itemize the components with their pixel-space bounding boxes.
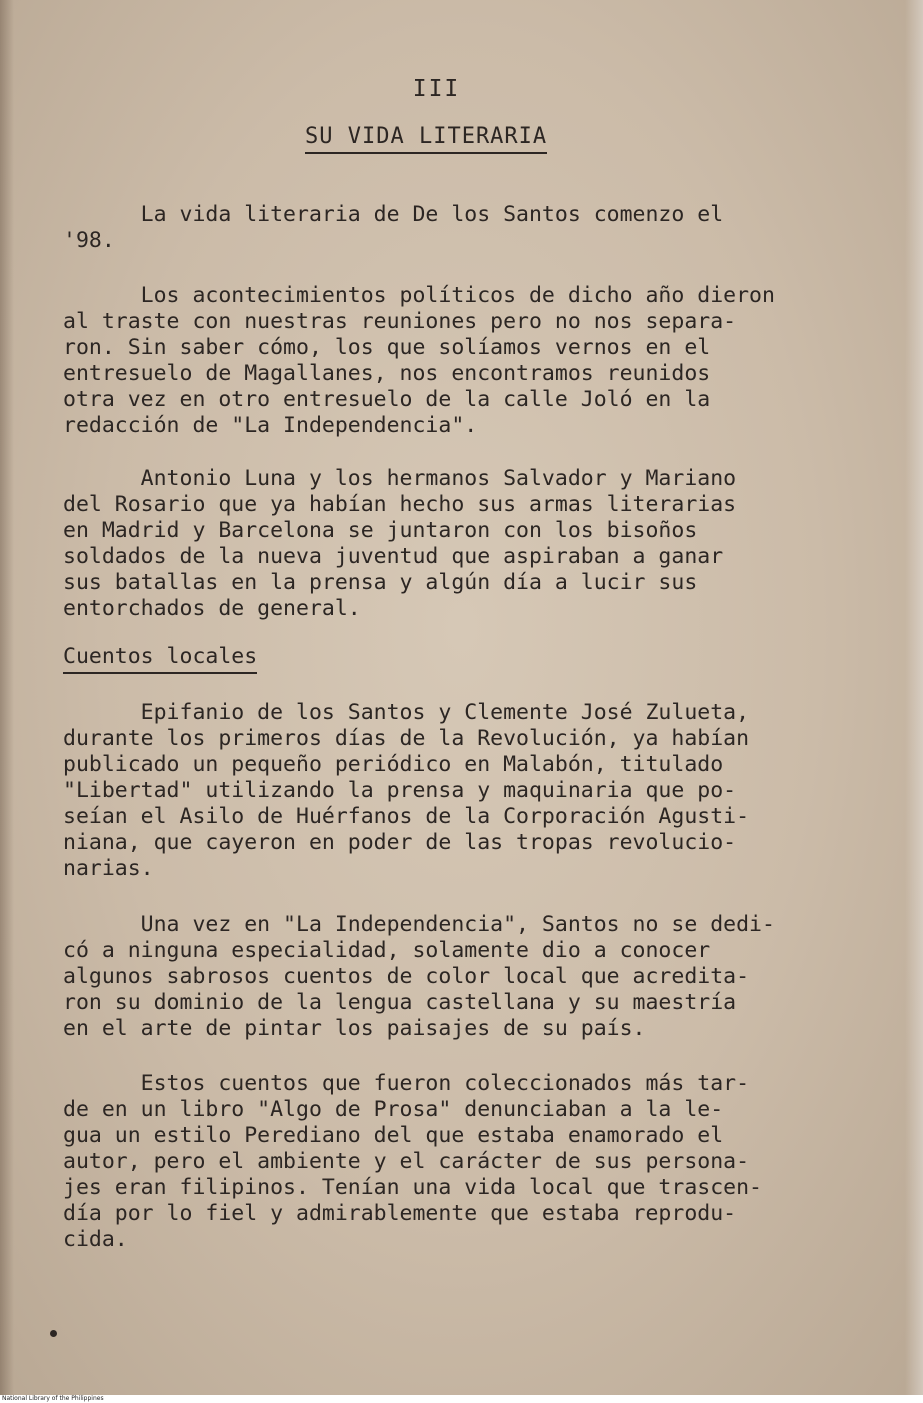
text-line: ron su dominio de la lengua castellana y su maestría [63, 990, 737, 1015]
text-line: al traste con nuestras reuniones pero no nos separa- [63, 309, 737, 334]
text-line: narias. [63, 856, 154, 881]
text-line: en el arte de pintar los paisajes de su país. [63, 1016, 646, 1041]
text-line: del Rosario que ya habían hecho sus armas literarias [63, 492, 737, 517]
text-line: '98. [63, 228, 115, 253]
text-line: entresuelo de Magallanes, nos encontramos reunidos [63, 361, 711, 386]
paragraph-algo-de-prosa [63, 1071, 762, 1253]
text-line: Los acontecimientos políticos de dicho año dieron [63, 283, 775, 308]
text-line: entorchados de general. [63, 596, 361, 621]
paragraph-epifanio [63, 700, 749, 882]
text-line: en Madrid y Barcelona se juntaron con los bisoños [63, 518, 698, 543]
bullet-mark [50, 1330, 57, 1337]
chapter-number: III [412, 76, 461, 102]
text-line: durante los primeros días de la Revolución, ya habían [63, 726, 750, 751]
text-line: jes eran filipinos. Tenían una vida local que trascen- [63, 1175, 762, 1200]
text-line: ron. Sin saber cómo, los que solíamos vernos en el [63, 335, 711, 360]
text-line: de en un libro "Algo de Prosa" denunciaban a la le- [63, 1097, 724, 1122]
text-line: cida. [63, 1227, 128, 1252]
text-line: Una vez en "La Independencia", Santos no se dedi- [63, 912, 775, 937]
paragraph-politics [63, 283, 775, 439]
text-line: Estos cuentos que fueron coleccionados más tar- [63, 1071, 750, 1096]
paragraph-antonio-luna [63, 466, 736, 622]
text-line: soldados de la nueva juventud que aspiraban a ganar [63, 544, 724, 569]
text-line: otra vez en otro entresuelo de la calle Joló en la [63, 387, 711, 412]
text-line: có a ninguna especialidad, solamente dio a conocer [63, 938, 711, 963]
text-line: sus batallas en la prensa y algún día a lucir sus [63, 570, 698, 595]
text-line: Antonio Luna y los hermanos Salvador y Mariano [63, 466, 737, 491]
text-line: redacción de "La Independencia". [63, 413, 478, 438]
text-line: algunos sabrosos cuentos de color local que acredita- [63, 964, 750, 989]
text-line: "Libertad" utilizando la prensa y maquinaria que po- [63, 778, 737, 803]
text-line: Epifanio de los Santos y Clemente José Zulueta, [63, 700, 750, 725]
chapter-title: SU VIDA LITERARIA [305, 124, 547, 154]
text-line: gua un estilo Perediano del que estaba enamorado el [63, 1123, 724, 1148]
text-line: La vida literaria de De los Santos comenzo el [63, 202, 724, 227]
text-line: seían el Asilo de Huérfanos de la Corporación Agusti- [63, 804, 750, 829]
text-line: niana, que cayeron en poder de las tropas revolucio- [63, 830, 737, 855]
section-heading: Cuentos locales [63, 644, 257, 674]
text-line: día por lo fiel y admirablemente que estaba reprodu- [63, 1201, 737, 1226]
footer-credit: National Library of the Philippines [0, 1395, 923, 1403]
paragraph-independencia [63, 912, 775, 1042]
intro-paragraph [63, 202, 723, 254]
text-line: autor, pero el ambiente y el carácter de sus persona- [63, 1149, 750, 1174]
text-line: publicado un pequeño periódico en Malabón, titulado [63, 752, 724, 777]
